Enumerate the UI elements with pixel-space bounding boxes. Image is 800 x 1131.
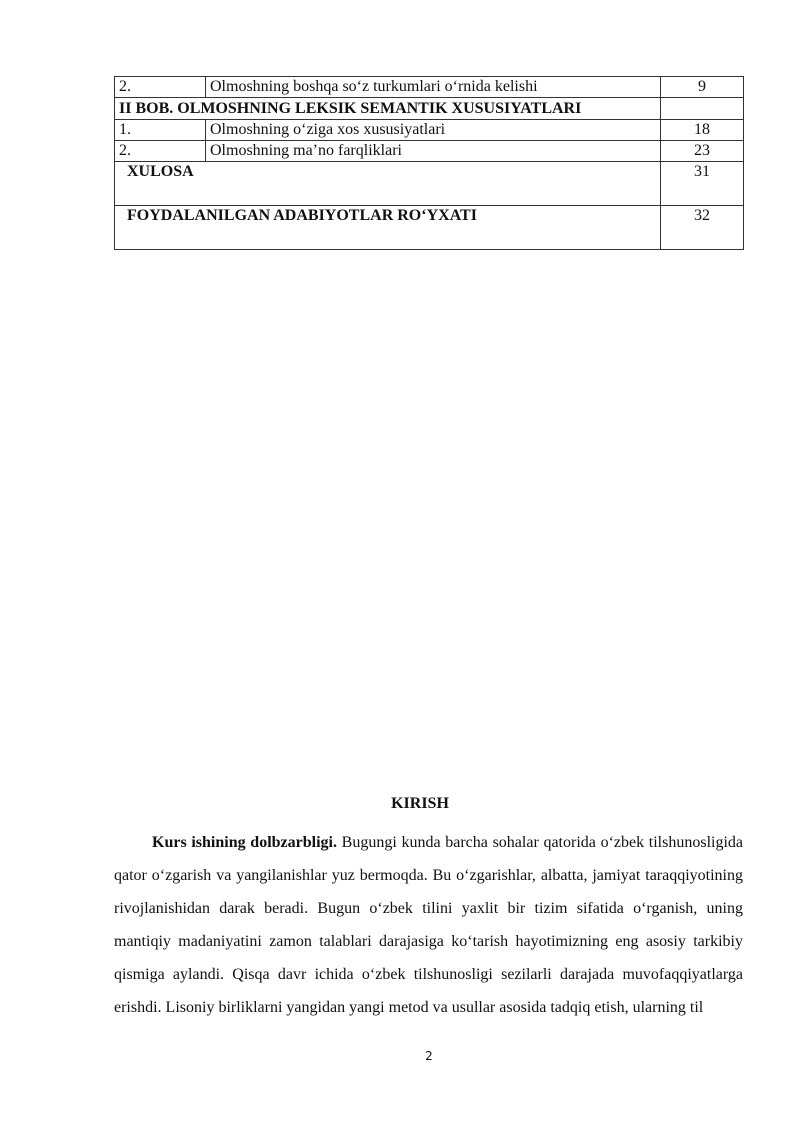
section-heading: KIRISH: [391, 795, 449, 812]
toc-row: [115, 141, 744, 162]
toc-row-page: 32: [661, 206, 744, 250]
toc-row: [115, 77, 744, 98]
table-of-contents: [114, 76, 744, 250]
toc-row-page: [661, 98, 744, 120]
toc-row-page: 31: [661, 162, 744, 206]
toc-chapter-row: [115, 98, 744, 120]
toc-row-page: 9: [661, 77, 744, 98]
toc-row-title: Olmoshning boshqa so‘z turkumlari o‘rnida kelishi: [206, 77, 661, 98]
toc-row-number: 1.: [115, 120, 206, 141]
intro-lead: Kurs ishining dolbzarbligi.: [152, 834, 337, 851]
toc-row-number: 2.: [115, 77, 206, 98]
toc-chapter-title: II BOB. OLMOSHNING LEKSIK SEMANTIK XUSUSIYATLARI: [115, 98, 661, 120]
toc-references-title: FOYDALANILGAN ADABIYOTLAR RO‘YXATI: [115, 206, 661, 250]
toc-row-page: 18: [661, 120, 744, 141]
intro-paragraph: [114, 826, 743, 1024]
toc-row-page: 23: [661, 141, 744, 162]
toc-row-title: Olmoshning ma’no farqliklari: [206, 141, 661, 162]
toc-row: [115, 120, 744, 141]
toc-row: [115, 206, 744, 250]
toc-conclusion-title: XULOSA: [115, 162, 661, 206]
toc-row-title: Olmoshning o‘ziga xos xususiyatlari: [206, 120, 661, 141]
intro-body: Bugungi kunda barcha sohalar qatorida o‘zbek tilshunosligida qator o‘zgarish va yangilanishlar yuz bermoqda. Bu o‘zgarishlar, albatta, jamiyat taraqqiyotining rivojlanishidan darak beradi. Bugun o‘zbek tilini yaxlit bir tizim sifatida o‘rganish, uning mantiqiy madaniyatini zamon talablari darajasiga ko‘tarish hayotimizning eng asosiy tarkibiy qismiga aylandi. Qisqa davr ichida o‘zbek tilshunosligi sezilarli darajada muvofaqqiyatlarga erishdi. Lisoniy birliklarni yangidan yangi metod va usullar asosida tadqiq etish, ularning til: [114, 834, 744, 1016]
page-number: 2: [425, 1049, 433, 1063]
toc-row-number: 2.: [115, 141, 206, 162]
toc-row: [115, 162, 744, 206]
